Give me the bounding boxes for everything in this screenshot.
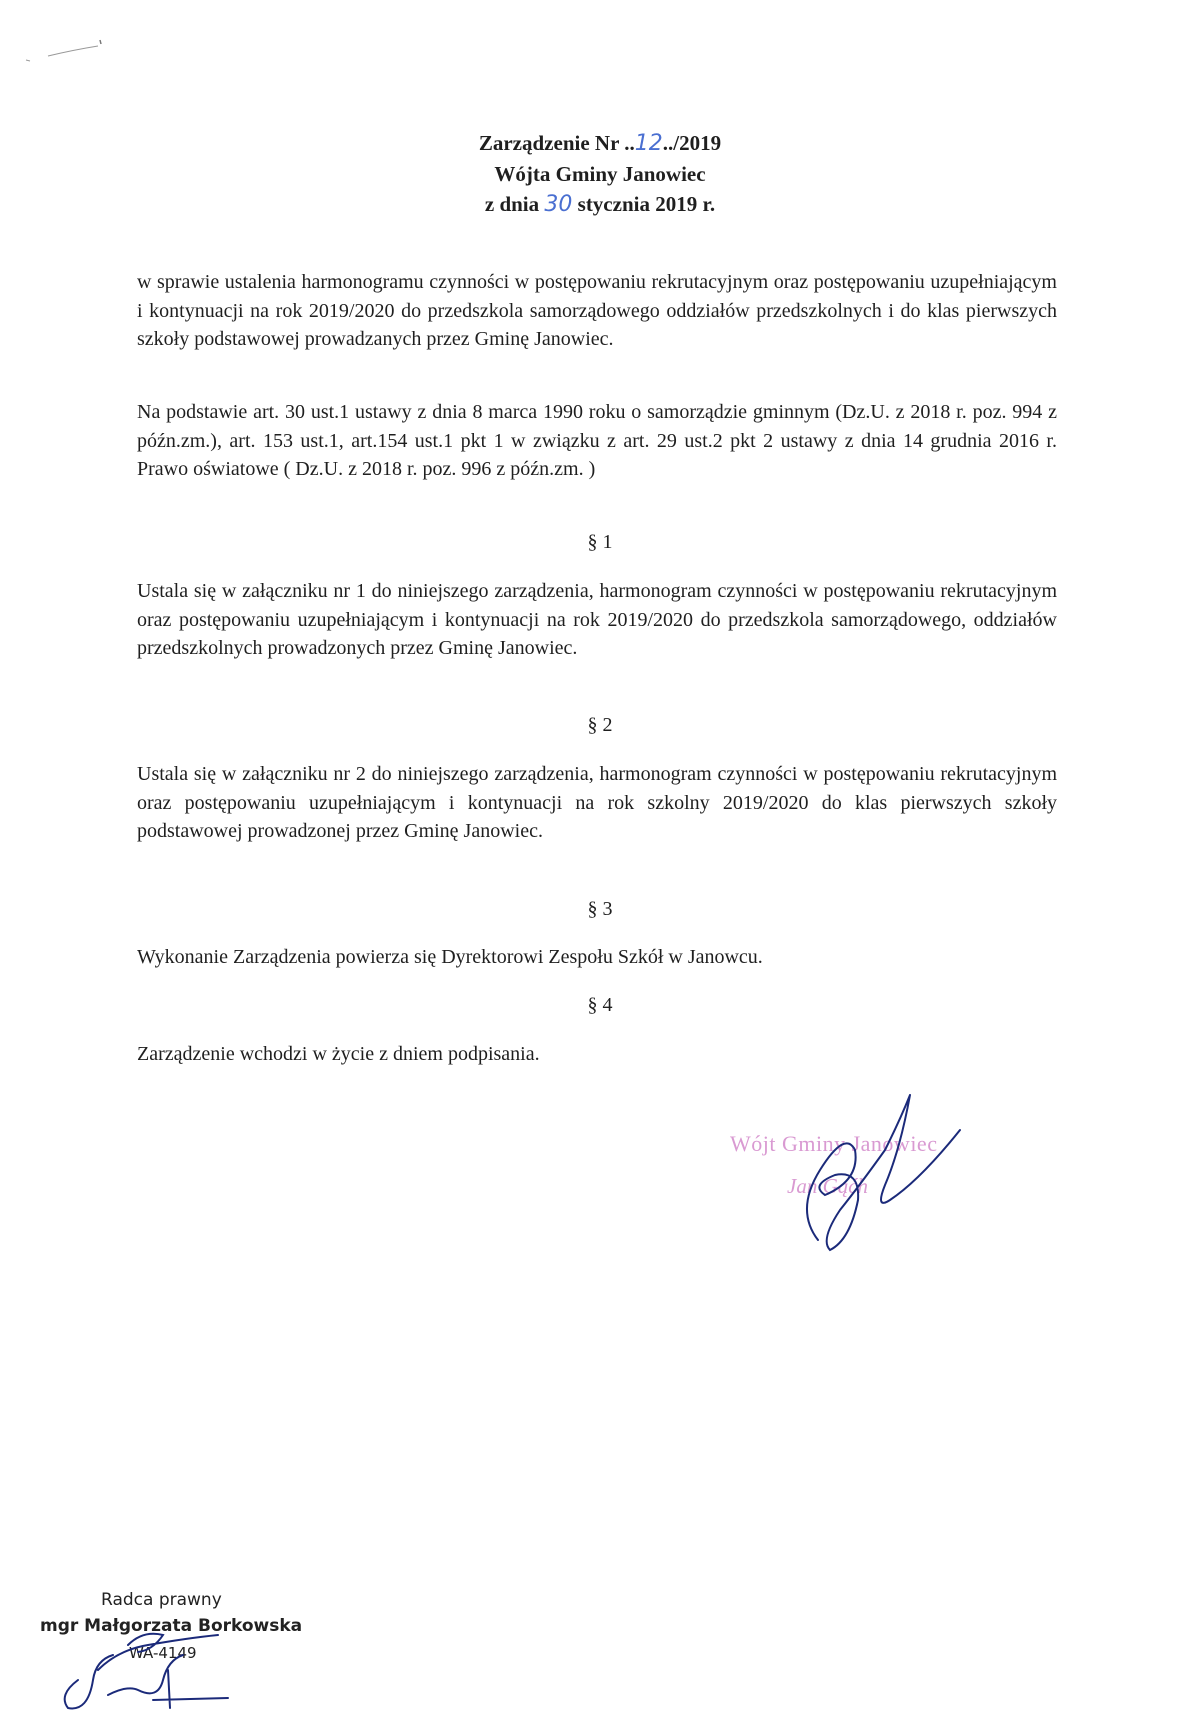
counsel-title: Radca prawny <box>101 1590 222 1610</box>
issuing-authority: Wójta Gminy Janowiec <box>494 162 706 186</box>
order-title: Zarządzenie Nr ..12../2019 <box>478 131 722 156</box>
scan-artifact-mark <box>18 20 108 70</box>
section-3-mark: § 3 <box>587 898 613 920</box>
counsel-name: mgr Małgorzata Borkowska <box>40 1616 303 1636</box>
section-4-text: Zarządzenie wchodzi w życie z dniem podpisania. <box>137 1043 540 1065</box>
mayor-signature <box>790 1090 990 1260</box>
order-date: z dnia 30 stycznia 2019 r. <box>484 192 716 217</box>
section-2-text: Ustala się w załączniku nr 2 do niniejszego zarządzenia, harmonogram czynności w postępowaniu rekrutacyjnym oraz postępowaniu uzupełniającym i kontynuacji na rok szkolny 2019/2020 do klas pierwszych szkoły podstawowej prowadzonej przez Gminę Janowiec. <box>137 763 1057 842</box>
document-header <box>0 128 1200 220</box>
section-3-text: Wykonanie Zarządzenia powierza się Dyrektorowi Zespołu Szkół w Janowcu. <box>137 946 763 968</box>
section-1-text: Ustala się w załączniku nr 1 do niniejszego zarządzenia, harmonogram czynności w postępowaniu rekrutacyjnym oraz postępowaniu uzupełniającym i kontynuacji na rok 2019/2020 do przedszkola samorządowego, oddziałów przedszkolnych prowadzonych przez Gminę Janowiec. <box>137 580 1057 659</box>
counsel-signature <box>38 1600 248 1710</box>
counsel-registration: WA-4149 <box>129 1644 197 1662</box>
section-2-mark: § 2 <box>587 714 613 736</box>
section-1-mark: § 1 <box>587 531 613 553</box>
handwritten-day: 30 <box>544 192 573 217</box>
stamp-name: Jan Gąćh <box>787 1174 869 1198</box>
legal-counsel-stamp <box>38 1590 318 1710</box>
stamp-title: Wójt Gminy Janowiec <box>730 1131 938 1156</box>
section-4-mark: § 4 <box>587 994 613 1016</box>
legal-basis-paragraph: Na podstawie art. 30 ust.1 ustawy z dnia 8 marca 1990 roku o samorządzie gminnym (Dz.U. z 2018 r. poz. 994 z późn.zm.), art. 153 ust.1, art.154 ust.1 pkt 1 w związku z art. 29 ust.2 pkt 2 ustawy z dnia 14 grudnia 2016 r. Prawo oświatowe ( Dz.U. z 2018 r. poz. 996 z późn.zm. ) <box>137 401 1057 480</box>
subject-paragraph: w sprawie ustalenia harmonogramu czynności w postępowaniu rekrutacyjnym oraz postępowaniu uzupełniającym i kontynuacji na rok 2019/2020 do przedszkola samorządowego oddziałów przedszkolnych i do klas pierwszych szkoły podstawowej prowadzanych przez Gminę Janowiec. <box>137 271 1057 350</box>
handwritten-order-number: 12 <box>634 131 663 156</box>
